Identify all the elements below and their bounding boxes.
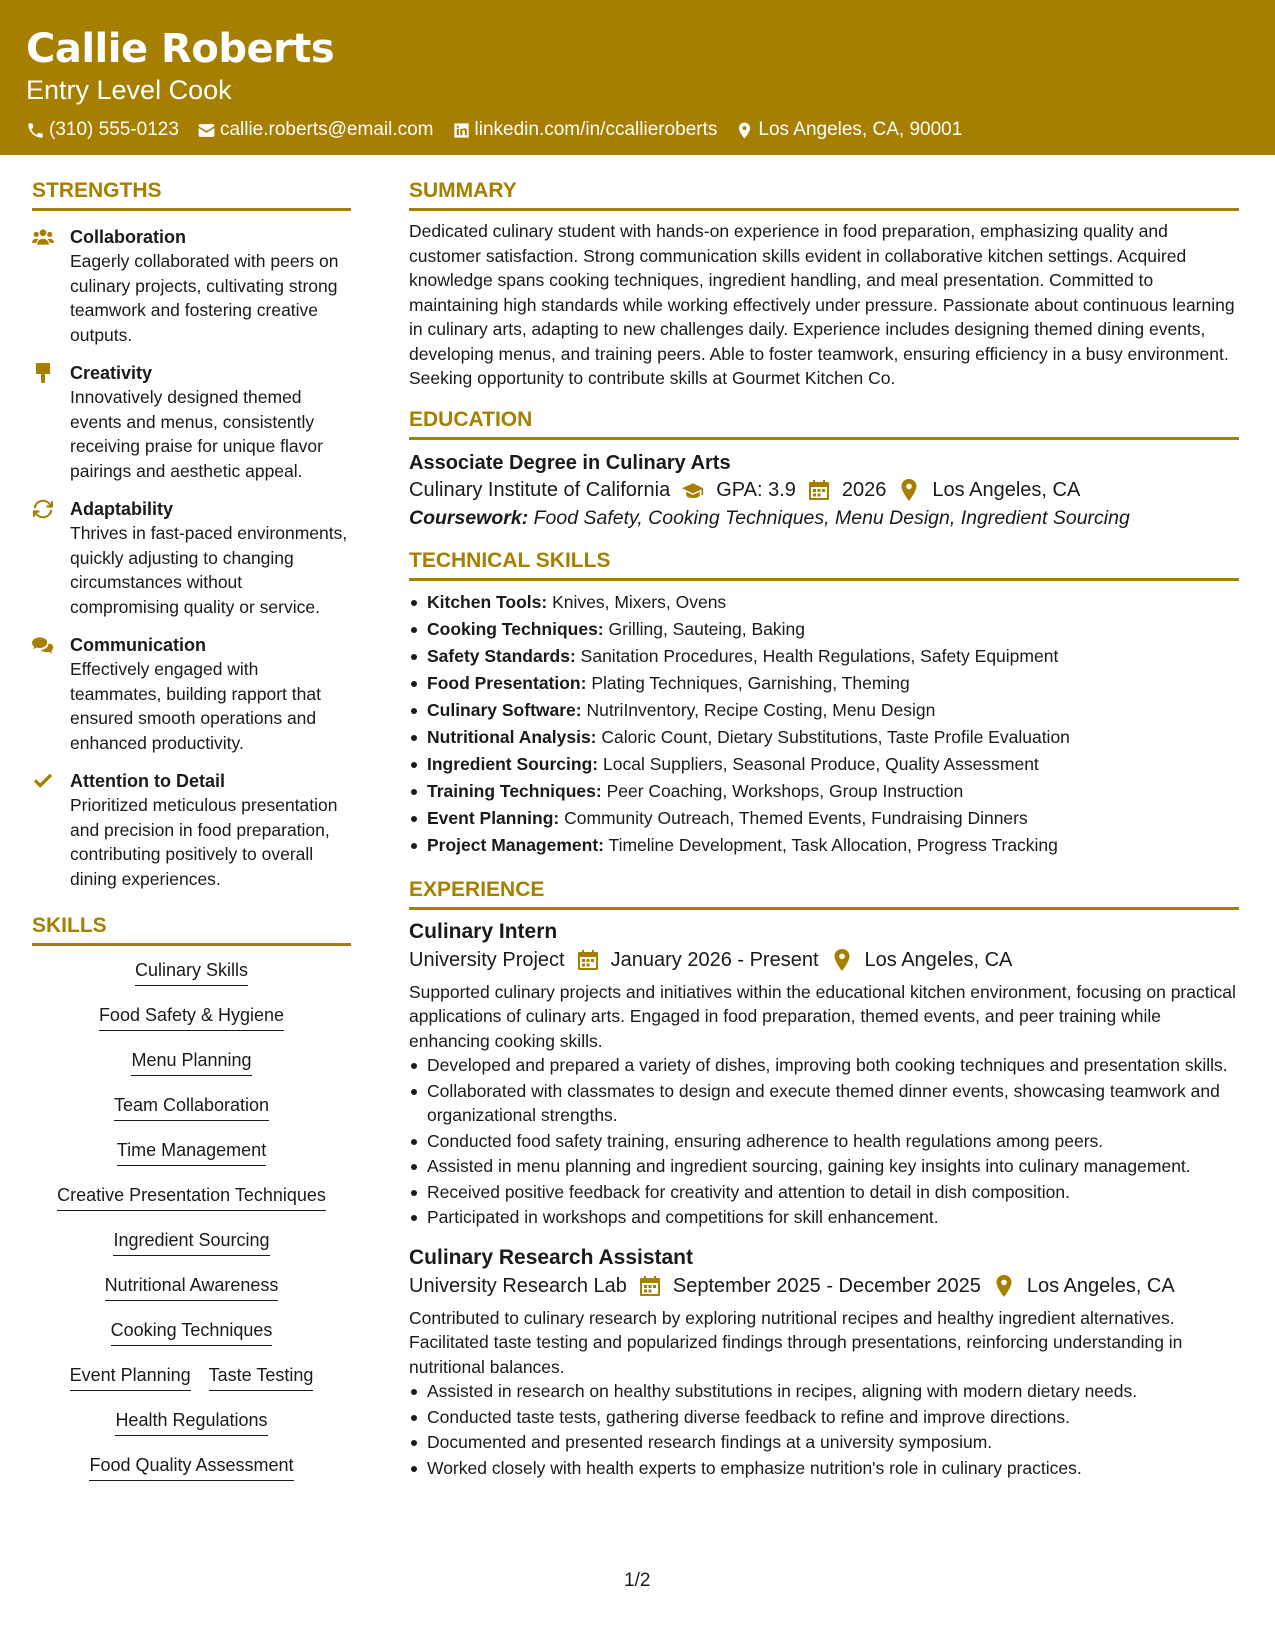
summary-text: Dedicated culinary student with hands-on experience in food preparation, emphasizing quality and customer satisfaction. Strong communication skills evident in collaborative kitchen settings. Acquired knowledge spans cooking techniques, ingredient handling, and meal presentation. Committed to maintaining high standards while working effectively under pressure. Passionate about continuous learning in culinary arts, adapting to new challenges daily. Experience includes designing themed dining events, developing menus, and training peers. Able to foster teamwork, ensuring efficiency in a busy environment. Seeking opportunity to contribute skills at Gourmet Kitchen Co. bbox=[409, 221, 1235, 388]
refresh-icon bbox=[32, 499, 54, 519]
location-text: Los Angeles, CA, 90001 bbox=[758, 119, 963, 140]
degree-name: Associate Degree in Culinary Arts bbox=[409, 451, 731, 474]
job-meta bbox=[409, 1272, 1239, 1300]
skill-tag: Menu Planning bbox=[131, 1048, 251, 1076]
strengths-heading: STRENGTHS bbox=[32, 178, 351, 211]
right-column bbox=[409, 178, 1239, 1481]
skills-list bbox=[32, 958, 351, 1498]
strength-title: Attention to Detail bbox=[70, 771, 225, 791]
skill-tag: Event Planning bbox=[70, 1363, 191, 1391]
strength-description: Innovatively designed themed events and menus, consistently receiving praise for unique flavor pairings and aesthetic appeal. bbox=[70, 387, 323, 481]
list-item: Assisted in research on healthy substitutions in recipes, aligning with modern dietary needs. bbox=[409, 1379, 1239, 1404]
candidate-name: Callie Roberts bbox=[26, 26, 335, 72]
job-org: University Project bbox=[409, 948, 565, 971]
job-title: Culinary Intern bbox=[409, 919, 558, 943]
job-title: Culinary Research Assistant bbox=[409, 1245, 694, 1269]
map-pin-icon bbox=[831, 949, 853, 971]
skills-section bbox=[32, 913, 351, 1498]
strength-item bbox=[32, 225, 351, 347]
strength-description: Thrives in fast-paced environments, quickly adjusting to changing circumstances without compromising quality or service. bbox=[70, 523, 348, 617]
strength-description: Prioritized meticulous presentation and precision in food preparation, contributing positively to overall dining experiences. bbox=[70, 795, 338, 889]
strength-title: Collaboration bbox=[70, 227, 186, 247]
job-location: Los Angeles, CA bbox=[1026, 1274, 1175, 1297]
strength-item bbox=[32, 769, 351, 891]
job-bullets bbox=[409, 1053, 1239, 1230]
strength-description: Effectively engaged with teammates, building rapport that ensured smooth operations and enhanced productivity. bbox=[70, 659, 321, 753]
contact-email[interactable] bbox=[197, 118, 434, 142]
calendar-icon bbox=[808, 479, 830, 501]
list-item: Kitchen Tools: Knives, Mixers, Ovens bbox=[409, 589, 1239, 616]
list-item: Conducted food safety training, ensuring adherence to health regulations among peers. bbox=[409, 1129, 1239, 1154]
experience-heading: EXPERIENCE bbox=[409, 877, 1239, 910]
strength-title: Creativity bbox=[70, 363, 153, 383]
contact-linkedin[interactable] bbox=[452, 118, 718, 142]
list-item: Documented and presented research findings at a university symposium. bbox=[409, 1430, 1239, 1455]
list-item: Project Management: Timeline Development, Task Allocation, Progress Tracking bbox=[409, 832, 1239, 859]
skill-tag: Creative Presentation Techniques bbox=[57, 1183, 326, 1211]
job-entry bbox=[409, 1244, 1239, 1481]
list-item: Food Presentation: Plating Techniques, Garnishing, Theming bbox=[409, 670, 1239, 697]
list-item: Conducted taste tests, gathering diverse feedback to refine and improve directions. bbox=[409, 1405, 1239, 1430]
calendar-icon bbox=[639, 1275, 661, 1297]
list-item: Culinary Software: NutriInventory, Recipe Costing, Menu Design bbox=[409, 697, 1239, 724]
gpa-text: GPA: 3.9 bbox=[716, 478, 796, 501]
left-column bbox=[32, 178, 351, 1498]
list-item: Participated in workshops and competitions for skill enhancement. bbox=[409, 1205, 1239, 1230]
list-item: Collaborated with classmates to design and execute themed dinner events, showcasing teamwork and organizational strengths. bbox=[409, 1079, 1239, 1128]
linkedin-text: linkedin.com/in/ccallieroberts bbox=[474, 119, 718, 140]
coursework-label: Coursework: bbox=[409, 506, 529, 529]
skill-tag: Food Safety & Hygiene bbox=[99, 1003, 284, 1031]
job-description: Contributed to culinary research by exploring nutritional recipes and healthy ingredient alternatives. Facilitated taste testing and popularized findings through presentations, reinforcing understanding in nutritional balances. bbox=[409, 1307, 1183, 1377]
summary-heading: SUMMARY bbox=[409, 178, 1239, 211]
contact-location bbox=[735, 118, 962, 142]
list-item: Nutritional Analysis: Caloric Count, Dietary Substitutions, Taste Profile Evaluation bbox=[409, 724, 1239, 751]
page-number: 1/2 bbox=[624, 1570, 651, 1591]
list-item: Worked closely with health experts to emphasize nutrition's role in culinary practices. bbox=[409, 1456, 1239, 1481]
skill-tag: Team Collaboration bbox=[114, 1093, 269, 1121]
skill-tag: Nutritional Awareness bbox=[105, 1273, 279, 1301]
map-pin-icon bbox=[735, 121, 754, 140]
strength-title: Communication bbox=[70, 635, 207, 655]
linkedin-icon bbox=[452, 121, 471, 140]
strength-item bbox=[32, 497, 351, 619]
job-bullets bbox=[409, 1379, 1239, 1480]
phone-text: (310) 555-0123 bbox=[49, 119, 179, 140]
graduation-cap-icon bbox=[682, 479, 704, 501]
contact-bar bbox=[26, 118, 1249, 142]
list-item: Ingredient Sourcing: Local Suppliers, Seasonal Produce, Quality Assessment bbox=[409, 751, 1239, 778]
coursework-line bbox=[409, 504, 1239, 532]
job-location: Los Angeles, CA bbox=[864, 948, 1013, 971]
map-pin-icon bbox=[993, 1275, 1015, 1297]
phone-icon bbox=[26, 121, 45, 140]
skill-tag: Ingredient Sourcing bbox=[113, 1228, 269, 1256]
skill-tag: Culinary Skills bbox=[135, 958, 248, 986]
email-text: callie.roberts@email.com bbox=[219, 119, 434, 140]
skill-tag: Time Management bbox=[117, 1138, 266, 1166]
list-item: Safety Standards: Sanitation Procedures, Health Regulations, Safety Equipment bbox=[409, 643, 1239, 670]
paintbrush-icon bbox=[32, 363, 54, 383]
map-pin-icon bbox=[898, 479, 920, 501]
strength-item bbox=[32, 633, 351, 755]
resume-header bbox=[0, 0, 1275, 155]
skills-heading: SKILLS bbox=[32, 913, 351, 946]
list-item: Assisted in menu planning and ingredient sourcing, gaining key insights into culinary management. bbox=[409, 1154, 1239, 1179]
job-meta bbox=[409, 946, 1239, 974]
contact-phone[interactable] bbox=[26, 118, 179, 142]
job-dates: January 2026 - Present bbox=[610, 948, 819, 971]
list-item: Cooking Techniques: Grilling, Sauteing, Baking bbox=[409, 616, 1239, 643]
users-icon bbox=[32, 227, 54, 247]
education-heading: EDUCATION bbox=[409, 407, 1239, 440]
list-item: Event Planning: Community Outreach, Themed Events, Fundraising Dinners bbox=[409, 805, 1239, 832]
job-title: Entry Level Cook bbox=[26, 75, 232, 105]
coursework-list: Food Safety, Cooking Techniques, Menu Design, Ingredient Sourcing bbox=[533, 506, 1130, 529]
education-meta bbox=[409, 476, 1239, 504]
check-icon bbox=[32, 771, 54, 791]
technical-skills-heading: TECHNICAL SKILLS bbox=[409, 548, 1239, 581]
list-item: Received positive feedback for creativity and attention to detail in dish composition. bbox=[409, 1180, 1239, 1205]
skill-tag: Taste Testing bbox=[209, 1363, 314, 1391]
strength-item bbox=[32, 361, 351, 483]
strength-title: Adaptability bbox=[70, 499, 174, 519]
envelope-icon bbox=[197, 121, 216, 140]
calendar-icon bbox=[577, 949, 599, 971]
education-location: Los Angeles, CA bbox=[932, 478, 1081, 501]
skill-tag: Cooking Techniques bbox=[111, 1318, 273, 1346]
job-description: Supported culinary projects and initiatives within the educational kitchen environment, focusing on practical applications of culinary arts. Engaged in food preparation, themed events, and peer training while enhancing cooking skills. bbox=[409, 981, 1236, 1051]
job-org: University Research Lab bbox=[409, 1274, 627, 1297]
skill-tag: Health Regulations bbox=[115, 1408, 267, 1436]
list-item: Developed and prepared a variety of dishes, improving both cooking techniques and presentation skills. bbox=[409, 1053, 1239, 1078]
list-item: Training Techniques: Peer Coaching, Workshops, Group Instruction bbox=[409, 778, 1239, 805]
graduation-year: 2026 bbox=[841, 478, 887, 501]
comments-icon bbox=[32, 635, 54, 655]
skill-tag: Food Quality Assessment bbox=[89, 1453, 293, 1481]
strength-description: Eagerly collaborated with peers on culinary projects, cultivating strong teamwork and fostering creative outputs. bbox=[70, 251, 339, 345]
school-name: Culinary Institute of California bbox=[409, 478, 671, 501]
job-dates: September 2025 - December 2025 bbox=[672, 1274, 981, 1297]
technical-skills-list bbox=[409, 589, 1239, 859]
job-entry bbox=[409, 918, 1239, 1230]
